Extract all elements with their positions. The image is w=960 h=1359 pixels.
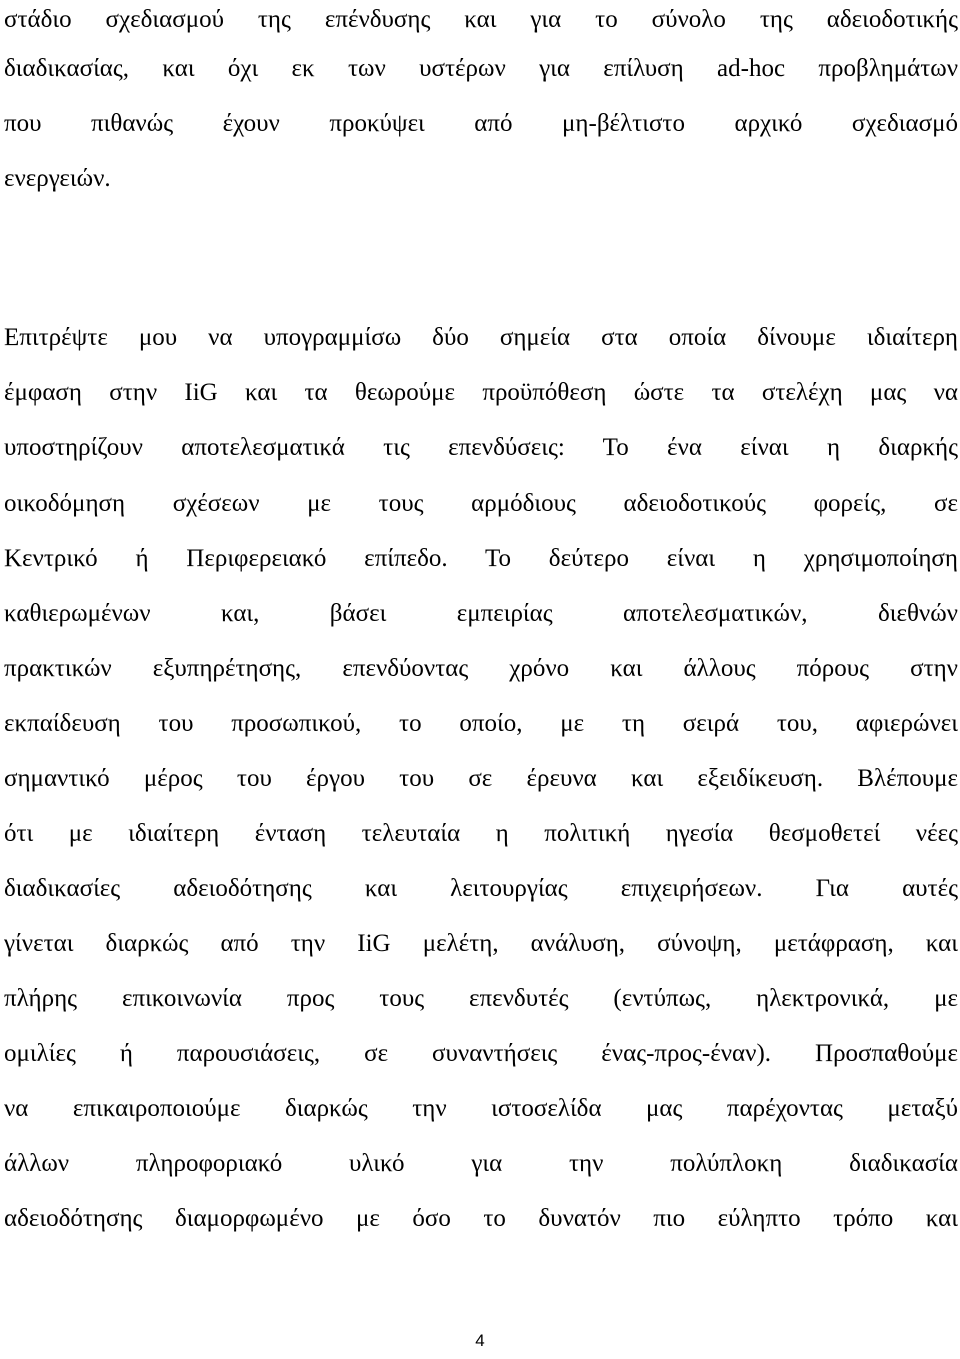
paragraph-line: έμφαση στην IiG και τα θεωρούμε προϋπόθεση ώστε τα στελέχη μας να xyxy=(4,379,958,406)
paragraph-line: στάδιο σχεδιασμού της επένδυσης και για το σύνολο της αδειοδοτικής xyxy=(4,6,958,33)
paragraph-line: οικοδόμηση σχέσεων με τους αρμόδιους αδειοδοτικούς φορείς, σε xyxy=(4,490,958,517)
paragraph-line: γίνεται διαρκώς από την IiG μελέτη, ανάλυση, σύνοψη, μετάφραση, και xyxy=(4,930,958,957)
paragraph-line: ομιλίες ή παρουσιάσεις, σε συναντήσεις ένας-προς-έναν). Προσπαθούμε xyxy=(4,1040,958,1067)
paragraph-line: ότι με ιδιαίτερη ένταση τελευταία η πολιτική ηγεσία θεσμοθετεί νέες xyxy=(4,820,958,847)
paragraph-line: υποστηρίζουν αποτελεσματικά τις επενδύσεις: Το ένα είναι η διαρκής xyxy=(4,434,958,461)
paragraph-line: πλήρης επικοινωνία προς τους επενδυτές (εντύπως, ηλεκτρονικά, με xyxy=(4,985,958,1012)
paragraph-line: καθιερωμένων και, βάσει εμπειρίας αποτελεσματικών, διεθνών xyxy=(4,600,958,627)
page-number: 4 xyxy=(475,1331,485,1350)
paragraph-line: διαδικασίες αδειοδότησης και λειτουργίας επιχειρήσεων. Για αυτές xyxy=(4,875,958,902)
paragraph-line: πρακτικών εξυπηρέτησης, επενδύοντας χρόνο και άλλους πόρους στην xyxy=(4,655,958,682)
paragraph-line: αδειοδότησης διαμορφωμένο με όσο το δυνατόν πιο εύληπτο τρόπο και xyxy=(4,1205,958,1232)
paragraph-line: που πιθανώς έχουν προκύψει από μη-βέλτιστο αρχικό σχεδιασμό xyxy=(4,110,958,137)
paragraph-line: διαδικασίας, και όχι εκ των υστέρων για επίλυση ad-hoc προβλημάτων xyxy=(4,55,958,82)
paragraph-line: σημαντικό μέρος του έργου του σε έρευνα και εξειδίκευση. Βλέπουμε xyxy=(4,765,958,792)
paragraph-line: να επικαιροποιούμε διαρκώς την ιστοσελίδα μας παρέχοντας μεταξύ xyxy=(4,1095,958,1122)
paragraph-line: Κεντρικό ή Περιφερειακό επίπεδο. Το δεύτερο είναι η χρησιμοποίηση xyxy=(4,545,958,572)
paragraph-line: Επιτρέψτε μου να υπογραμμίσω δύο σημεία στα οποία δίνουμε ιδιαίτερη xyxy=(4,324,958,351)
paragraph-line: άλλων πληροφοριακό υλικό για την πολύπλοκη διαδικασία xyxy=(4,1150,958,1177)
paragraph-line: ενεργειών. xyxy=(4,165,111,192)
paragraph-line: εκπαίδευση του προσωπικού, το οποίο, με τη σειρά του, αφιερώνει xyxy=(4,710,958,737)
